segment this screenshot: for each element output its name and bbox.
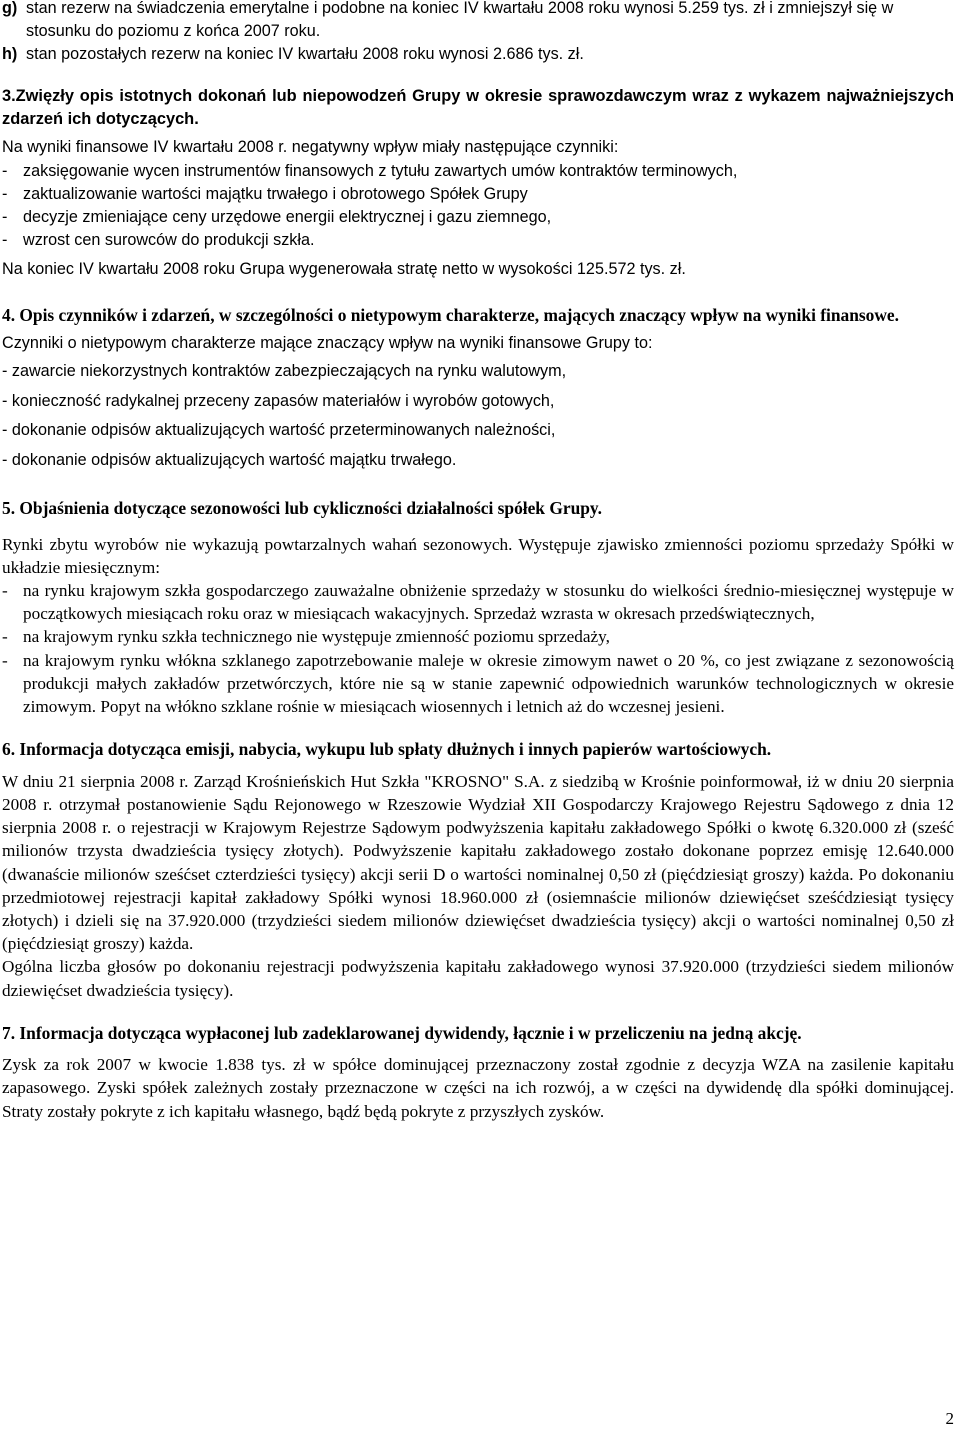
- section-3-lead: Na wyniki finansowe IV kwartału 2008 r. negatywny wpływ miały następujące czynniki:: [2, 138, 619, 157]
- section-3-closing: Na koniec IV kwartału 2008 roku Grupa wygenerowała stratę netto w wysokości 125.572 tys. zł.: [2, 260, 686, 279]
- list-item: - zaksięgowanie wycen instrumentów finansowych z tytułu zawartych umów kontraktów terminowych,: [2, 161, 738, 180]
- list-item: - na krajowym rynku szkła technicznego nie występuje zmienność poziomu sprzedaży,: [2, 627, 610, 647]
- list-item: - decyzje zmieniające ceny urzędowe energii elektrycznej i gazu ziemnego,: [2, 208, 552, 227]
- list-item: - dokonanie odpisów aktualizujących wartość majątku trwałego.: [2, 450, 457, 469]
- list-label-g: g): [2, 0, 18, 17]
- section-6-paragraph-1: W dniu 21 sierpnia 2008 r. Zarząd Krośnieńskich Hut Szkła "KROSNO" S.A. z siedzibą w Krośnie poinformował, iż w dniu 20 sierpnia 2008 r. otrzymał postanowienie Sądu Rejonowego w Rzeszowie Wydział XII Gospodarczy Krajowego Rejestru Sądowego z dnia 12 sierpnia 2008 r. o rejestracji w Krajowym Rejestrze Sądowym podwyższenia kapitału zakładowego Spółki o kwotę 6.320.000 zł (sześć milionów trzysta dwadzieścia tysięcy złotych). Podwyższenie kapitału zakładowego zostało dokonane poprzez emisję 12.640.000 (dwanaście milionów sześćset czterdzieści tysięcy) akcji serii D o wartości nominalnej 0,50 zł (pięćdziesiąt groszy) każda. Po dokonaniu przedmiotowej rejestracji kapitał zakładowy Spółki wynosi 18.960.000 zł (osiemnaście milionów dziewięćset sześćdziesiąt tysięcy złotych) i dzieli się na 37.920.000 (trzydzieści siedem milionów dziewięćset dwadzieścia tysięcy) akcji o wartości nominalnej 0,50 zł (pięćdziesiąt groszy) każda.: [2, 771, 954, 954]
- section-5-title: 5. Objaśnienia dotyczące sezonowości lub cykliczności działalności spółek Grupy.: [2, 498, 603, 519]
- section-6-paragraph-2: Ogólna liczba głosów po dokonaniu rejestracji podwyższenia kapitału zakładowego wynosi 37.920.000 (trzydzieści siedem milionów dziewięćset dwadzieścia tysięcy).: [2, 957, 954, 1000]
- list-item: - wzrost cen surowców do produkcji szkła.: [2, 231, 315, 250]
- section-5-lead: Rynki zbytu wyrobów nie wykazują powtarzalnych wahań sezonowych. Występuje zjawisko zmienności poziomu sprzedaży Spółki w układzie miesięcznym:: [2, 534, 954, 577]
- section-7-paragraph: Zysk za rok 2007 w kwocie 1.838 tys. zł w spółce dominującej przeznaczony został zgodnie z decyzja WZA na zasilenie kapitału zapasowego. Zyski spółek zależnych zostały przeznaczone w części na ich rozwój, a w części na dywidendę dla spółki dominującej. Straty zostały pokryte z ich kapitału własnego, bądź będą pokryte z przyszłych zysków.: [2, 1055, 954, 1121]
- list-item: - dokonanie odpisów aktualizujących wartość przeterminowanych należności,: [2, 421, 556, 440]
- section-7-title: 7. Informacja dotycząca wypłaconej lub zadeklarowanej dywidendy, łącznie i w przeliczeniu na jedną akcję.: [2, 1022, 802, 1043]
- section-3-list: [2, 160, 954, 253]
- section-5-list: [2, 579, 954, 718]
- section-6-title: 6. Informacja dotycząca emisji, nabycia, wykupu lub spłaty dłużnych i innych papierów wartościowych.: [2, 739, 772, 760]
- list-item: - zawarcie niekorzystnych kontraktów zabezpieczających na rynku walutowym,: [2, 362, 567, 381]
- list-label-h: h): [2, 45, 18, 64]
- section-4-lead: Czynniki o nietypowym charakterze mające znaczący wpływ na wyniki finansowe Grupy to:: [2, 334, 653, 353]
- list-item: - konieczność radykalnej przeceny zapasów materiałów i wyrobów gotowych,: [2, 391, 555, 410]
- list-text-g: stan rezerw na świadczenia emerytalne i podobne na koniec IV kwartału 2008 roku wynosi 5.259 tys. zł i zmniejszył się w stosunku do poziomu z końca 2007 roku.: [26, 0, 894, 41]
- list-item-g: [2, 0, 954, 43]
- document-page: [2, 0, 954, 1123]
- list-item: - na rynku krajowym szkła gospodarczego zauważalne obniżenie sprzedaży w stosunku do wielkości średnio-miesięcznej występuje w początkowych miesiącach roku oraz w miesiącach wakacyjnych. Sprzedaż wzrasta w okresach przedświątecznych,: [2, 581, 954, 624]
- list-item: - zaktualizowanie wartości majątku trwałego i obrotowego Spółek Grupy: [2, 184, 528, 203]
- list-text-h: stan pozostałych rezerw na koniec IV kwartału 2008 roku wynosi 2.686 tys. zł.: [26, 45, 584, 64]
- list-item: - na krajowym rynku włókna szklanego zapotrzebowanie maleje w okresie zimowym nawet o 20 %, co jest związane z sezonowością produkcji małych zakładów przetwórczych, które nie są w stanie zapewnić odpowiednich warunków technologicznych w okresie zimowym. Popyt na włókno szklane rośnie w miesiącach wiosennych i letnich aż do wczesnej jesieni.: [2, 650, 954, 717]
- list-item-h: [2, 43, 954, 66]
- section-4-title: 4. Opis czynników i zdarzeń, w szczególności o nietypowym charakterze, mających znaczący wpływ na wyniki finansowe.: [2, 304, 899, 325]
- section-3-title: 3.Zwięzły opis istotnych dokonań lub niepowodzeń Grupy w okresie sprawozdawczym wraz z wykazem najważniejszych zdarzeń ich dotyczących.: [2, 86, 954, 129]
- page-number: 2: [945, 1409, 954, 1428]
- section-4-list: [2, 357, 954, 475]
